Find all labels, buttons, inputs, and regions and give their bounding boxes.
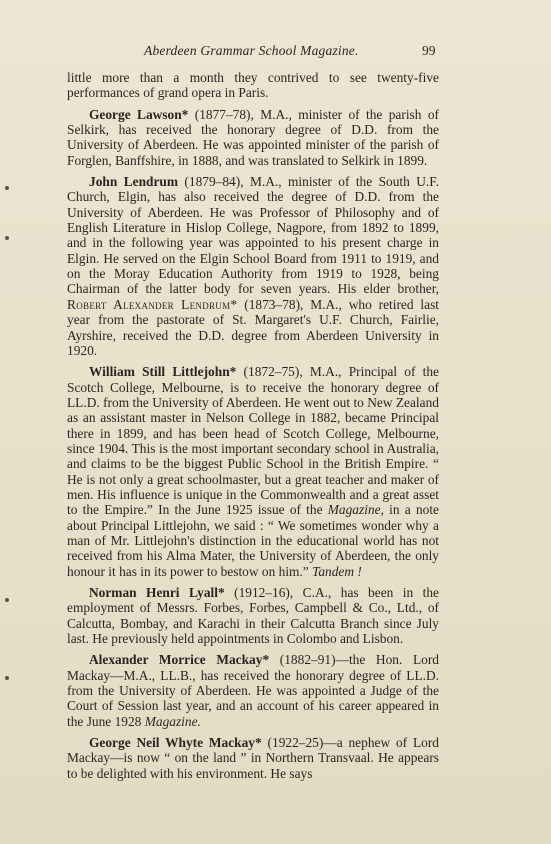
person-name: William Still Littlejohn* (89, 364, 237, 380)
page-number: 99 (422, 43, 436, 58)
margin-mark (5, 236, 9, 240)
margin-mark (5, 598, 9, 602)
paragraph-lyall: Norman Henri Lyall* (1912–16), C.A., has been in the employment of Messrs. Forbes, Forbes, Campbell & Co., Ltd., of Calcutta, Bombay, and Karachi in their Calcutta Branch since July last. He previously held appointments in Colombo and Lisbon. (67, 585, 439, 647)
paragraph-lawson: George Lawson* (1877–78), M.A., minister of the parish of Selkirk, has received the honorary degree of D.D. from the University of Aberdeen. He was appointed minister of the parish of Forglen, Banffshire, in 1888, and was translated to Selkirk in 1899. (67, 106, 439, 168)
running-header (67, 43, 441, 63)
person-name: George Neil Whyte Mackay* (89, 735, 262, 751)
paragraph-opera: little more than a month they contrived to see twenty-five performances of grand opera in Paris. (67, 70, 439, 101)
article-body (67, 70, 439, 781)
person-name-smallcaps: Robert Alexander Lendrum* (67, 296, 238, 312)
paragraph-lendrum: John Lendrum (1879–84), M.A., minister of the South U.F. Church, Elgin, has also received the degree of D.D. from the University of Aberdeen. He was Professor of Philosophy and of English Literature in Hislop College, Nagpore, from 1892 to 1899, and in the following year was appointed to his present charge in Elgin. He served on the Elgin School Board from 1911 to 1919, and on the Moray Education Authority from 1919 to 1928, being Chairman of the latter body for seven years. His elder brother, Robert Alexander Lendrum* (1873–78), M.A., who retired last year from the pastorate of St. Margaret's U.F. Church, Fairlie, Ayrshire, received the D.D. degree from Aberdeen University in 1920. (67, 174, 440, 358)
paragraph-george-mackay: George Neil Whyte Mackay* (1922–25)—a nephew of Lord Mackay—is now “ on the land ” in Northern Transvaal. He appears to be delighted with his environment. He says (67, 735, 439, 781)
person-name: George Lawson* (89, 106, 189, 122)
person-name: John Lendrum (89, 174, 179, 190)
paragraph-littlejohn: William Still Littlejohn* (1872–75), M.A., Principal of the Scotch College, Melbourne, is to receive the honorary degree of LL.D. from the University of Aberdeen. He went out to New Zealand as an assistant master in Nelson College in 1882, became Principal there in 1899, and has been head of Scotch College, Melbourne, since 1904. This is the most important secondary school in Australia, and claims to be the biggest Public School in the British Empire. “ He is not only a great schoolmaster, but a great teacher and maker of men. His influence is unique in the Commonwealth and a great asset to the Empire.” In the June 1925 issue of the Magazine, in a note about Principal Littlejohn, we said : “ We sometimes wonder why a man of Mr. Littlejohn's distinction in the educational world has not received from his Alma Mater, the University of Aberdeen, the only honour it has in its power to bestow on him.” Tandem ! (67, 364, 439, 579)
person-name: Alexander Morrice Mackay* (89, 652, 270, 668)
margin-mark (5, 186, 9, 190)
paragraph-alexander-mackay: Alexander Morrice Mackay* (1882–91)—the Hon. Lord Mackay—M.A., LL.B., has received the honorary degree of LL.D. from the University of Aberdeen. He was appointed a Judge of the Court of Session last year, and an account of his career appeared in the June 1928 Magazine. (67, 652, 439, 729)
magazine-title: Aberdeen Grammar School Magazine. (144, 43, 359, 58)
margin-mark (5, 676, 9, 680)
person-name: Norman Henri Lyall* (89, 585, 225, 600)
